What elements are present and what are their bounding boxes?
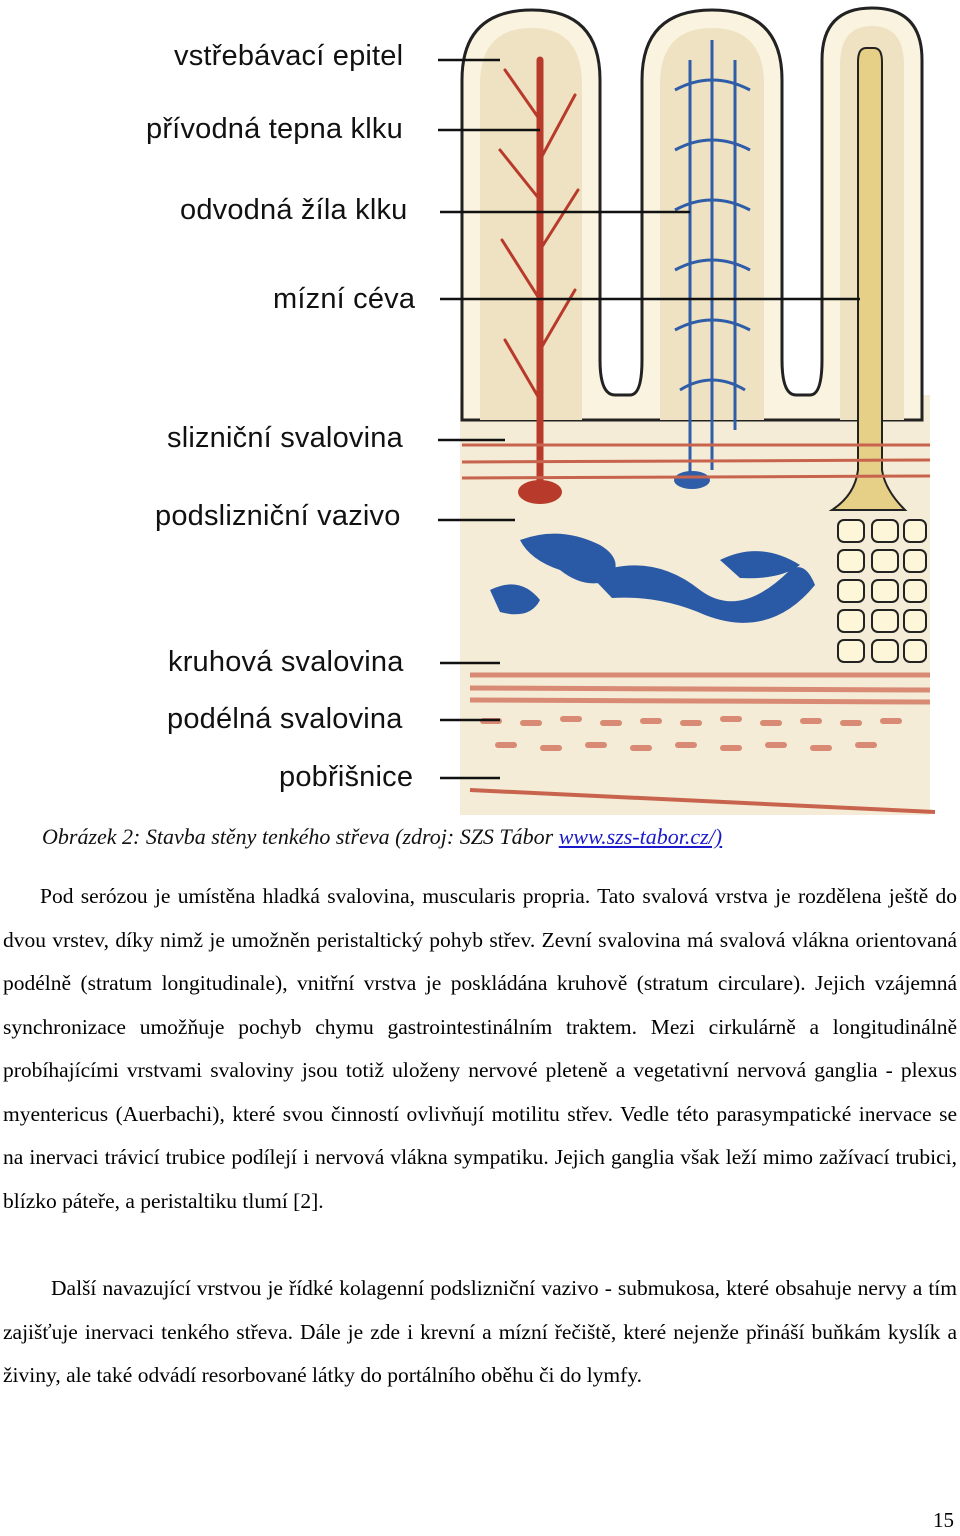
label-submucosa: podslizniční vazivo xyxy=(155,500,401,532)
label-lymph-vessel: mízní céva xyxy=(273,283,416,315)
artery-base xyxy=(518,480,562,504)
villus-core-1 xyxy=(480,28,582,420)
label-absorptive-epithelium: vstřebávací epitel xyxy=(174,40,404,72)
paragraph-muscularis: Pod serózou je umístěna hladká svalovina, muscularis propria. Tato svalová vrstva je rozdělena ještě do dvou vrstev, díky nimž je umožněn peristaltický pohyb střev. Zevní svalovina má svalová vlákna orientovaná podélně (stratum longitudinale), vnitřní vrstva je poskládána kruhově (stratum circulare). Jejich vzájemná synchronizace umožňuje pochyb chymu gastrointestinálním traktem. Mezi cirkulárně a longitudinálně probíhajícími vrstvami svaloviny jsou totiž uloženy nervové pleteně a vegetativní nervová ganglia - plexus myentericus (Auerbachi), které svou činností ovlivňují motilitu střev. Vedle této parasympatické inervace se na inervaci trávicí trubice podílejí i nervová vlákna sympatiku. Jejich ganglia však leží mimo zažívací trubici, blízko páteře, a peristaltiku tlumí [2]. xyxy=(3,884,957,1213)
caption-source-link[interactable]: www.szs-tabor.cz/) xyxy=(558,824,723,849)
label-circular-muscle: kruhová svalovina xyxy=(168,646,404,678)
paragraph-submucosa: Další navazující vrstvou je řídké kolagenní podslizniční vazivo - submukosa, které obsahuje nervy a tím zajišťuje inervaci tenkého střeva. Dále je zde i krevní a mízní řečiště, které nejenže přináší buňkám kyslík a živiny, ale také odvádí resorbované látky do portálního oběhu či do lymfy. xyxy=(3,1276,957,1387)
label-muscularis-mucosae: slizniční svalovina xyxy=(167,422,403,454)
label-villus-vein: odvodná žíla klku xyxy=(180,194,408,226)
page-number: 15 xyxy=(933,1508,954,1532)
label-serosa: pobřišnice xyxy=(279,761,414,793)
figure-caption xyxy=(42,824,722,850)
paragraph-2-container xyxy=(3,1267,957,1398)
label-villus-artery: přívodná tepna klku xyxy=(146,113,403,145)
vein-base xyxy=(674,471,710,489)
label-longitudinal-muscle: podélná svalovina xyxy=(167,703,403,735)
caption-text: Obrázek 2: Stavba stěny tenkého střeva (zdroj: SZS Tábor xyxy=(42,824,559,849)
paragraph-1-container xyxy=(3,875,957,1223)
lymph-follicles xyxy=(838,520,926,662)
